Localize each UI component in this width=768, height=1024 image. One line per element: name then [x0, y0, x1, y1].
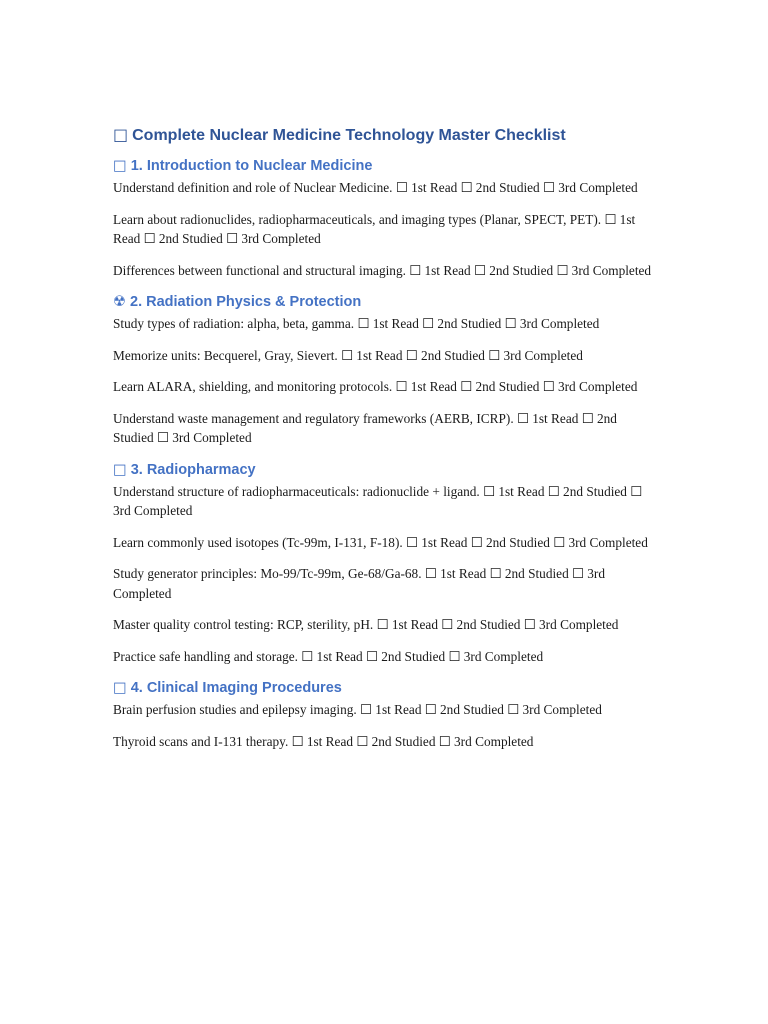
checklist-item: Learn ALARA, shielding, and monitoring protocols. ☐ 1st Read ☐ 2nd Studied ☐ 3rd Completed — [113, 379, 638, 394]
document-title-text: Complete Nuclear Medicine Technology Master Checklist — [132, 127, 566, 144]
section-heading-text: 1. Introduction to Nuclear Medicine — [130, 158, 373, 174]
section-heading-text: 2. Radiation Physics & Protection — [130, 294, 362, 310]
checklist-item: Understand definition and role of Nuclear Medicine. ☐ 1st Read ☐ 2nd Studied ☐ 3rd Completed — [113, 180, 638, 195]
checklist-item: Understand waste management and regulatory frameworks (AERB, ICRP). ☐ 1st Read ☐ 2nd Studied ☐ 3rd Completed — [113, 410, 617, 445]
section-icon: □ — [113, 680, 127, 696]
checklist-item: Master quality control testing: RCP, sterility, pH. ☐ 1st Read ☐ 2nd Studied ☐ 3rd Completed — [113, 617, 619, 632]
checklist-item: Practice safe handling and storage. ☐ 1st Read ☐ 2nd Studied ☐ 3rd Completed — [113, 648, 544, 664]
section-introduction — [113, 156, 658, 280]
checklist-item: Learn commonly used isotopes (Tc-99m, I-131, F-18). ☐ 1st Read ☐ 2nd Studied ☐ 3rd Completed — [113, 534, 648, 550]
section-radiation-physics — [113, 292, 658, 448]
section-heading-text: 3. Radiopharmacy — [130, 461, 256, 478]
checklist-item: Understand structure of radiopharmaceuticals: radionuclide + ligand. ☐ 1st Read ☐ 2nd Studied ☐ 3rd Completed — [113, 483, 643, 518]
checklist-item: Differences between functional and structural imaging. ☐ 1st Read ☐ 2nd Studied ☐ 3rd Completed — [113, 262, 652, 278]
radiation-icon: ☢ — [113, 294, 126, 310]
section-heading — [113, 678, 658, 698]
title-icon: □ — [113, 125, 129, 144]
section-icon: □ — [113, 461, 127, 478]
section-icon: □ — [113, 158, 127, 174]
section-heading — [113, 156, 658, 176]
checklist-item: Brain perfusion studies and epilepsy imaging. ☐ 1st Read ☐ 2nd Studied ☐ 3rd Completed — [113, 702, 602, 717]
checklist-item: Thyroid scans and I-131 therapy. ☐ 1st Read ☐ 2nd Studied ☐ 3rd Completed — [113, 733, 534, 749]
section-heading — [113, 460, 658, 480]
checklist-item: Learn about radionuclides, radiopharmaceuticals, and imaging types (Planar, SPECT, PET). ☐ 1st Read ☐ 2nd Studied ☐ 3rd Completed — [113, 211, 636, 246]
checklist-item: Memorize units: Becquerel, Gray, Sievert. ☐ 1st Read ☐ 2nd Studied ☐ 3rd Completed — [113, 347, 583, 363]
checklist-item: Study generator principles: Mo-99/Tc-99m, Ge-68/Ga-68. ☐ 1st Read ☐ 2nd Studied ☐ 3rd Completed — [113, 566, 606, 601]
document-title — [113, 124, 658, 147]
checklist-item: Study types of radiation: alpha, beta, gamma. ☐ 1st Read ☐ 2nd Studied ☐ 3rd Completed — [113, 316, 600, 331]
section-clinical-imaging — [113, 678, 658, 751]
section-heading — [113, 292, 658, 312]
section-heading-text: 4. Clinical Imaging Procedures — [130, 680, 342, 696]
section-radiopharmacy — [113, 460, 658, 667]
document-page — [113, 124, 658, 763]
